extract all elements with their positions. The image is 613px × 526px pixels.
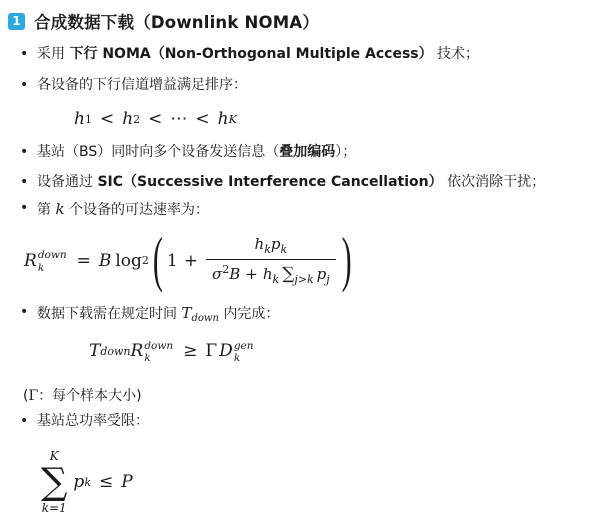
gamma-symbol: Γ	[28, 388, 39, 404]
math-operator: <	[195, 109, 210, 129]
bullet-text	[37, 304, 279, 326]
math-sub: down	[100, 344, 131, 358]
gamma-symbol: Γ	[205, 341, 218, 362]
section-header	[8, 9, 319, 33]
math-var: P	[121, 472, 133, 493]
math-supsub	[144, 340, 173, 364]
math-supsub	[38, 249, 67, 273]
bullet-icon: •	[20, 77, 29, 93]
text-segment: 技术；	[432, 46, 480, 62]
math-sub: 2	[141, 254, 149, 267]
math-sup: gen	[233, 340, 254, 352]
math-sub: k	[272, 273, 280, 286]
bullet-text	[37, 144, 356, 162]
math-operator: +	[183, 250, 198, 271]
math-expression	[41, 450, 133, 514]
math-var: h	[262, 265, 273, 283]
bullet-text: 基站总功率受限：	[37, 413, 149, 429]
bullet-text: 各设备的下行信道增益满足排序：	[37, 77, 247, 93]
math-operator: <	[148, 109, 163, 129]
bullet-achievable-rate	[20, 200, 209, 220]
math-var: σ	[212, 265, 223, 283]
gamma-note	[23, 385, 142, 405]
math-var: B	[229, 265, 241, 283]
bullet-download-deadline	[20, 304, 279, 326]
text-segment: (	[23, 388, 29, 404]
math-sub: k	[84, 475, 91, 489]
sum-lower-limit: k=1	[41, 501, 67, 516]
text-segment: 数据下载需在规定时间	[37, 306, 182, 322]
math-supsub	[234, 340, 254, 364]
section-number-badge: 1	[8, 13, 25, 30]
bullet-text	[37, 200, 209, 220]
text-segment: 基站（BS）同时向多个设备发送信息（	[37, 144, 280, 160]
text-segment: 第	[37, 202, 56, 218]
math-var: h	[254, 235, 265, 253]
big-sum	[41, 450, 67, 514]
page-title: 合成数据下载（Downlink NOMA）	[34, 13, 320, 32]
bullet-icon: •	[20, 144, 29, 160]
bullet-power-limit	[20, 413, 149, 431]
math-sub: k	[264, 243, 271, 256]
text-segment: ）；	[335, 144, 357, 160]
math-sup: down	[37, 249, 67, 262]
math-var: h	[74, 109, 85, 129]
download-time-constraint-formula	[89, 339, 256, 363]
inline-math-var	[181, 304, 218, 322]
math-var: T	[89, 341, 101, 362]
text-segment: ：每个样本大小)	[38, 388, 142, 404]
text-segment: 内完成：	[218, 306, 280, 322]
math-sub: K	[228, 112, 237, 126]
inline-math-var: k	[55, 200, 65, 218]
bullet-text	[37, 46, 479, 64]
math-var: p	[73, 472, 85, 493]
math-sub: 2	[133, 112, 141, 126]
achievable-rate-formula	[24, 225, 356, 294]
text-segment: 设备通过	[37, 174, 98, 190]
bullet-icon: •	[20, 200, 29, 216]
right-paren: )	[341, 225, 352, 294]
math-sub: k	[144, 352, 151, 365]
math-sub: k	[280, 243, 288, 256]
math-expression	[89, 339, 256, 363]
math-var: T	[181, 304, 192, 322]
math-var: R	[130, 341, 144, 362]
math-operator: <	[99, 109, 115, 129]
bold-segment: 下行 NOMA（Non-Orthogonal Multiple Access）	[69, 46, 433, 62]
math-sub: j	[326, 273, 330, 286]
channel-gain-ordering-formula	[74, 109, 237, 129]
math-expression	[24, 225, 356, 294]
bold-segment: SIC（Successive Interference Cancellation）	[97, 174, 443, 190]
total-power-constraint-formula	[41, 445, 133, 514]
math-var: B	[98, 250, 112, 271]
fraction-denominator	[206, 259, 336, 286]
sum-icon: ∑	[282, 264, 295, 284]
text-segment: 个设备的可达速率为：	[64, 202, 209, 218]
bullet-superposition-coding	[20, 144, 356, 162]
math-var: h	[217, 109, 229, 129]
math-sub: k	[37, 261, 45, 274]
math-sup: down	[144, 340, 174, 352]
math-var: R	[24, 250, 37, 271]
left-paren: (	[152, 225, 163, 294]
text-segment: 采用	[37, 46, 70, 62]
math-sub: j>k	[294, 273, 314, 286]
math-operator: +	[245, 265, 258, 283]
math-sup: 2	[222, 263, 230, 276]
math-operator: ≤	[98, 472, 114, 493]
text-segment: 依次消除干扰；	[442, 174, 546, 190]
math-fraction	[206, 235, 336, 286]
bullet-sic	[20, 174, 545, 192]
bullet-channel-ordering	[20, 77, 247, 95]
math-ellipsis: ⋯	[170, 109, 188, 129]
math-var: h	[122, 109, 134, 129]
bullet-icon: •	[20, 304, 29, 320]
bullet-noma-technique	[20, 46, 479, 64]
math-expression	[74, 109, 237, 129]
math-var: D	[219, 341, 233, 362]
math-function: log	[115, 250, 142, 271]
math-sub: k	[233, 352, 241, 365]
math-sub: down	[191, 313, 219, 324]
math-var: p	[316, 265, 327, 283]
bullet-icon: •	[20, 46, 29, 62]
math-var: p	[270, 235, 281, 253]
math-sub: 1	[84, 112, 92, 126]
bullet-icon: •	[20, 413, 29, 429]
math-operator: ≥	[183, 341, 198, 362]
fraction-numerator	[249, 235, 294, 259]
math-operator: =	[76, 250, 91, 271]
bullet-text	[37, 174, 545, 192]
bold-segment: 叠加编码	[279, 144, 336, 160]
sum-icon: ∑	[41, 460, 68, 503]
sum-upper-limit: K	[49, 449, 59, 463]
math-number: 1	[166, 250, 178, 271]
bullet-icon: •	[20, 174, 29, 190]
